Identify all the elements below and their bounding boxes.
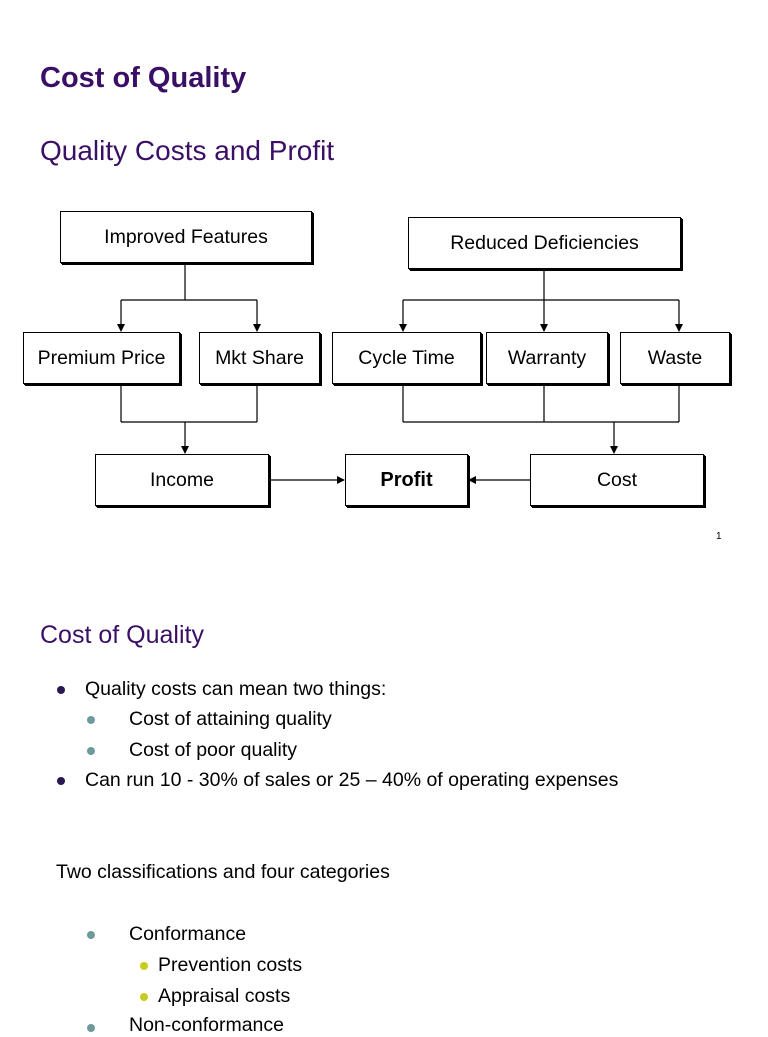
improved-features-box: Improved Features	[60, 211, 312, 263]
category-text: Non-conformance	[129, 1014, 284, 1036]
bullet-level2-icon	[87, 931, 95, 939]
bullet-text: Quality costs can mean two things:	[85, 678, 387, 700]
income-box: Income	[95, 454, 269, 506]
bullet-level2-icon	[87, 716, 95, 724]
cycle-time-box: Cycle Time	[332, 332, 481, 384]
category-text: Conformance	[129, 923, 247, 945]
reduced-deficiencies-box: Reduced Deficiencies	[408, 217, 681, 269]
bullet-text: Can run 10 - 30% of sales or 25 – 40% of operating expenses	[85, 769, 619, 791]
slide-title: Quality Costs and Profit	[40, 135, 335, 166]
section-title: Cost of Quality	[40, 621, 204, 649]
waste-box: Waste	[620, 332, 730, 384]
bullet-level2-icon	[87, 1024, 95, 1032]
page-number: 1	[716, 531, 722, 542]
document-title: Cost of Quality	[40, 62, 247, 94]
subcategory-text: Appraisal costs	[158, 985, 291, 1007]
mkt-share-box: Mkt Share	[199, 332, 320, 384]
cost-box: Cost	[530, 454, 704, 506]
premium-price-box: Premium Price	[23, 332, 180, 384]
sub-bullet-text: Cost of poor quality	[129, 739, 298, 761]
classification-heading: Two classifications and four categories	[56, 861, 390, 883]
bullet-level1-icon	[57, 777, 65, 785]
warranty-box: Warranty	[486, 332, 608, 384]
bullet-level3-icon	[140, 962, 148, 970]
bullet-level3-icon	[140, 993, 148, 1001]
bullet-level1-icon	[57, 686, 65, 694]
subcategory-text: Prevention costs	[158, 954, 303, 976]
profit-box: Profit	[345, 454, 468, 506]
bullet-level2-icon	[87, 747, 95, 755]
sub-bullet-text: Cost of attaining quality	[129, 708, 332, 730]
